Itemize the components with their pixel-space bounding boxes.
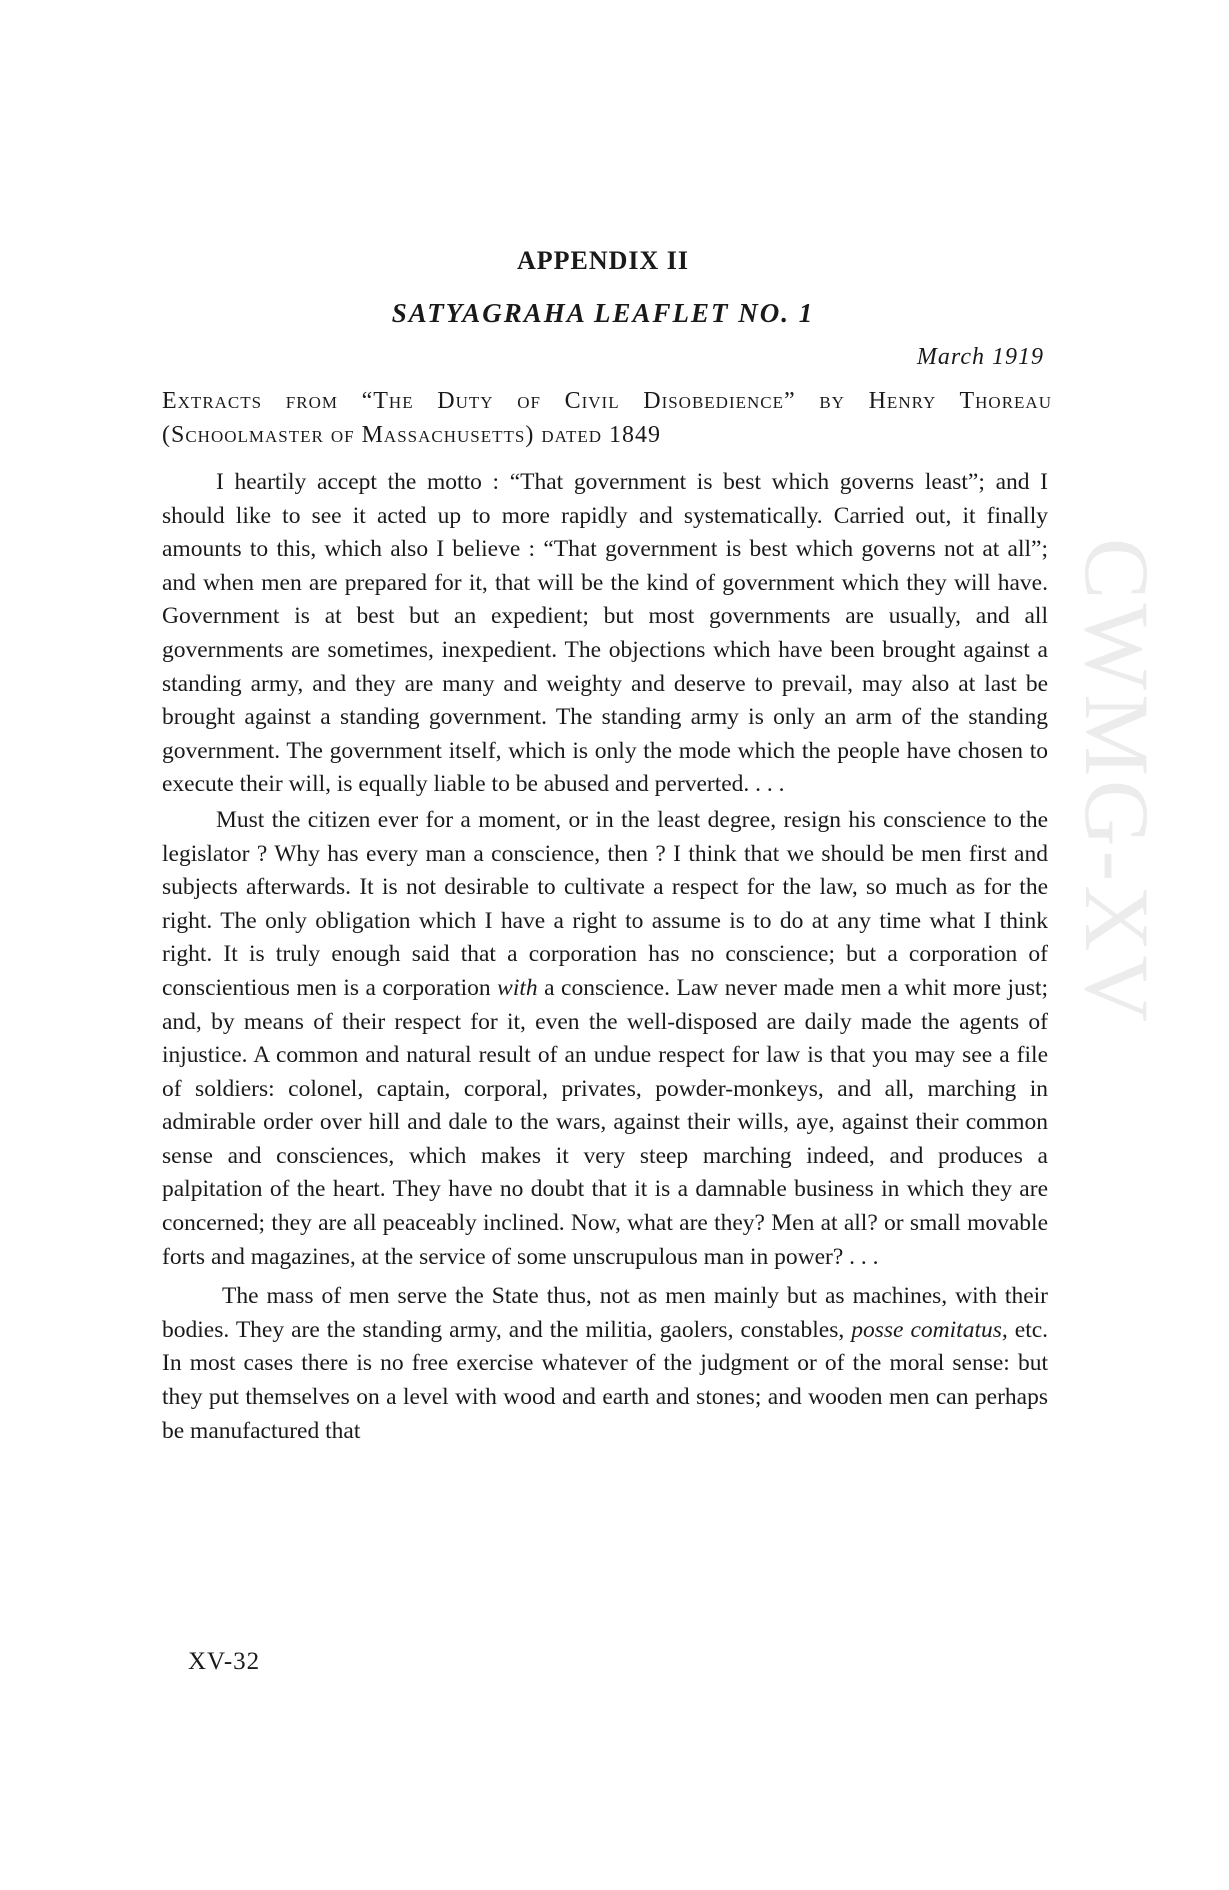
extracts-caption: Extracts from “The Duty of Civil Disobedience” by Henry Thoreau (Schoolmaster of Massachusetts) dated 1849	[162, 388, 1052, 448]
paragraph-2	[162, 804, 1048, 1274]
appendix-title: APPENDIX II	[516, 246, 690, 275]
paragraph-1	[162, 466, 1048, 802]
paragraph-3-emphasis: posse comitatus,	[851, 1316, 1008, 1343]
watermark-text: CWMG-XV	[1066, 538, 1168, 1026]
paragraph-2-text-a: Must the citizen ever for a moment, or in the least degree, resign his conscience to the legislator ? Why has every man a conscience, then ? I think that we should be men first and subjects afterwards. It is not desirable to cultivate a respect for the law, so much as for the right. The only obligation which I have a right to assume is to do at any time what I think right. It is truly enough said that a corporation has no conscience; but a corporation of conscientious men is a corporation	[162, 806, 1048, 1001]
paragraph-3	[162, 1280, 1048, 1448]
page-folio: XV-32	[188, 1648, 261, 1675]
paragraph-2-text-b: a conscience. Law never made men a whit more just; and, by means of their respect for it, even the well-disposed are daily made the agents of injustice. A common and natural result of an undue respect for law is that you may see a file of soldiers: colonel, captain, corporal, privates, powder-monkeys, and all, marching in admirable order over hill and dale to the wars, against their wills, aye, against their common sense and consciences, which makes it very steep marching indeed, and produces a palpitation of the heart. They have no doubt that it is a damnable business in which they are concerned; they are all peaceably inclined. Now, what are they? Men at all? or small movable forts and magazines, at the service of some unscrupulous man in power? . . .	[162, 974, 1049, 1270]
watermark	[1066, 538, 1168, 1370]
paragraph-1-text: I heartily accept the motto : “That government is best which governs least”; and I should like to see it acted up to more rapidly and systematically. Carried out, it finally amounts to this, which also I believe : “That government is best which governs not at all”; and when men are prepared for it, that will be the kind of government which they will have. Government is at best but an expedient; but most governments are usually, and all governments are sometimes, inexpedient. The objections which have been brought against a standing army, and they are many and weighty and deserve to prevail, may also at last be brought against a standing government. The standing army is only an arm of the standing government. The government itself, which is only the mode which the people have chosen to execute their will, is equally liable to be abused and perverted. . . .	[162, 469, 1048, 798]
paragraph-3-text-b: etc. In most cases there is no free exercise whatever of the judgment or of the moral sense: but they put themselves on a level with wood and earth and stones; and wooden men can perhaps be manufactured that	[162, 1316, 1049, 1444]
body-text	[162, 466, 1048, 1448]
leaflet-date: March 1919	[916, 344, 1044, 370]
paragraph-2-emphasis: with	[497, 974, 538, 1001]
paragraph-3-text-a: The mass of men serve the State thus, not as men mainly but as machines, with their bodies. They are the standing army, and the militia, gaolers, constables,	[162, 1283, 1048, 1343]
leaflet-title: SATYAGRAHA LEAFLET NO. 1	[391, 298, 815, 328]
